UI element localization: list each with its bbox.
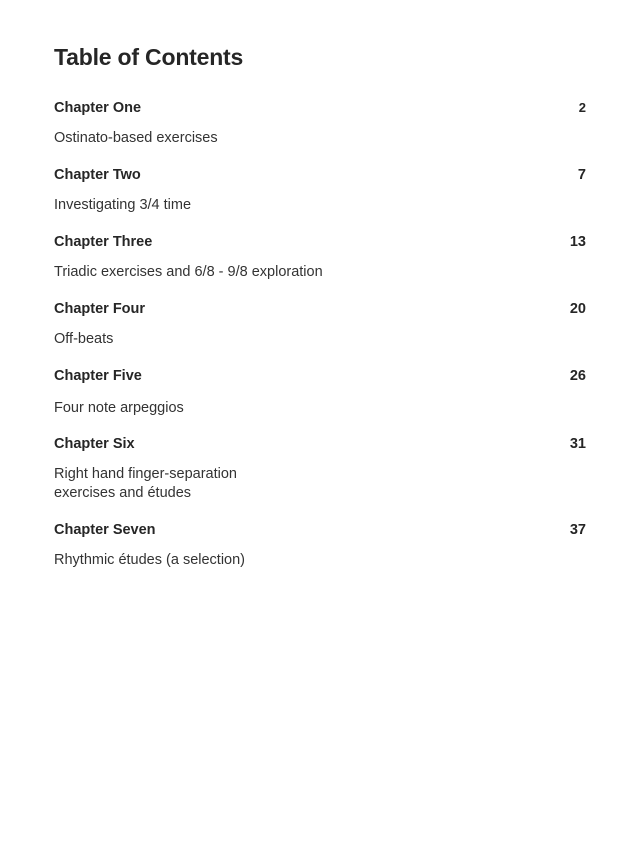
toc-entry-chapter-two[interactable]: [54, 167, 586, 215]
chapter-description: Ostinato-based exercises: [54, 130, 218, 146]
toc-entry-chapter-six[interactable]: [54, 436, 586, 503]
chapter-title: Chapter Seven: [54, 522, 156, 538]
chapter-title: Chapter Four: [54, 301, 146, 317]
chapter-title: Chapter Six: [54, 436, 135, 452]
chapter-page-number: 26: [569, 368, 586, 384]
chapter-page-number: 37: [569, 522, 586, 538]
chapter-page-number: 13: [569, 234, 586, 250]
chapter-page-number: 20: [569, 301, 586, 317]
toc-entry-chapter-five[interactable]: [54, 368, 586, 418]
chapter-title: Chapter One: [54, 100, 142, 116]
chapter-description: Rhythmic études (a selection): [54, 552, 245, 568]
toc-entry-chapter-one[interactable]: [54, 100, 586, 148]
chapter-description: Right hand finger-separation exercises and études: [54, 466, 237, 501]
chapter-title: Chapter Two: [54, 167, 141, 183]
toc-entry-chapter-seven[interactable]: [54, 522, 586, 570]
chapter-description: Triadic exercises and 6/8 - 9/8 exploration: [54, 264, 323, 280]
chapter-page-number: 7: [577, 167, 586, 183]
toc-entry-chapter-three[interactable]: [54, 234, 586, 282]
toc-entry-chapter-four[interactable]: [54, 301, 586, 349]
chapter-description: Off-beats: [54, 331, 114, 347]
chapter-title: Chapter Five: [54, 368, 142, 384]
page-title: Table of Contents: [54, 44, 244, 70]
chapter-description: Four note arpeggios: [54, 400, 184, 416]
chapter-description: Investigating 3/4 time: [54, 197, 192, 213]
chapter-page-number: 2: [578, 100, 586, 115]
chapter-page-number: 31: [569, 436, 586, 452]
chapter-title: Chapter Three: [54, 234, 153, 250]
